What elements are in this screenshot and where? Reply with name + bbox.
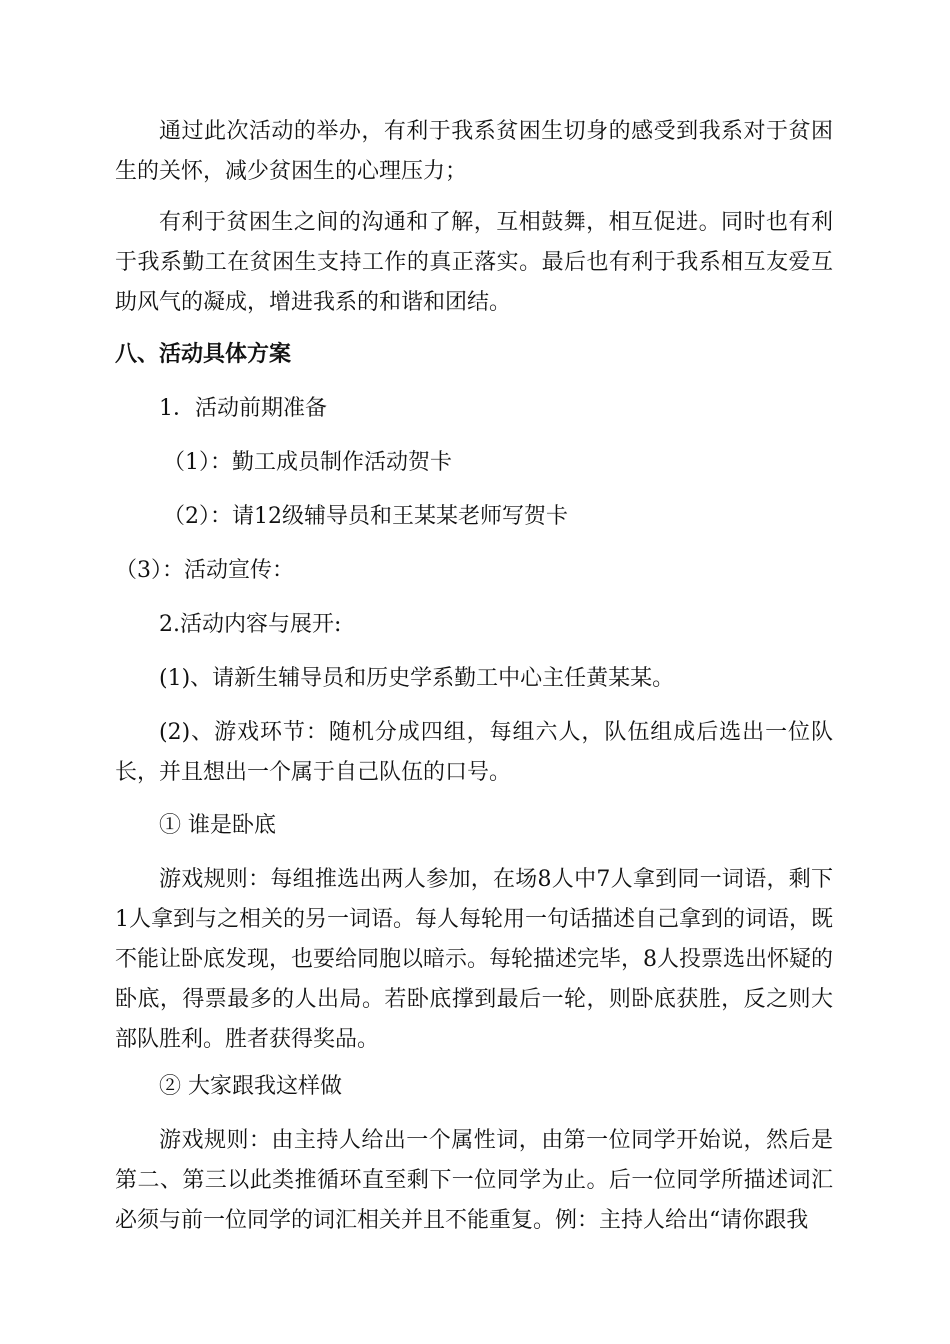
paragraph-purpose-2: 有利于贫困生之间的沟通和了解，互相鼓舞，相互促进。同时也有利于我系勤工在贫困生支持工作的真正落实。最后也有利于我系相互友爱互助风气的凝成，增进我系的和谐和团结。 <box>115 210 833 315</box>
game-rules-follow-me: 游戏规则：由主持人给出一个属性词，由第一位同学开始说，然后是第二、第三以此类推循环直至剩下一位同学为止。后一位同学所描述词汇必须与前一位同学的词汇相关并且不能重复。例：主持人给出“请你跟我 <box>115 1128 833 1233</box>
list-item-preparation: 1．活动前期准备 <box>159 396 327 421</box>
game-title-undercover: ① 谁是卧底 <box>159 813 276 838</box>
list-item-publicity: （3）：活动宣传： <box>115 558 294 583</box>
list-item-greeting-cards: （1）：勤工成员制作活动贺卡 <box>163 450 452 475</box>
list-item-invite: (1)、请新生辅导员和历史学系勤工中心主任黄某某。 <box>159 666 675 691</box>
game-rules-undercover: 游戏规则：每组推选出两人参加，在场8人中7人拿到同一词语，剩下1人拿到与之相关的另一词语。每人每轮用一句话描述自己拿到的词语，既不能让卧底发现，也要给同胞以暗示。每轮描述完毕，8人投票选出怀疑的卧底，得票最多的人出局。若卧底撑到最后一轮，则卧底获胜，反之则大部队胜利。胜者获得奖品。 <box>115 867 833 1052</box>
list-item-game-session: (2)、游戏环节：随机分成四组，每组六人，队伍组成后选出一位队长，并且想出一个属于自己队伍的口号。 <box>115 720 833 785</box>
paragraph-purpose-1: 通过此次活动的举办，有利于我系贫困生切身的感受到我系对于贫困生的关怀，减少贫困生的心理压力； <box>115 119 833 184</box>
list-item-content: 2.活动内容与展开: <box>159 612 342 637</box>
game-title-follow-me: ② 大家跟我这样做 <box>159 1074 342 1099</box>
section-heading: 八、活动具体方案 <box>115 342 292 367</box>
list-item-teacher-cards: （2）：请12级辅导员和王某某老师写贺卡 <box>163 504 568 529</box>
